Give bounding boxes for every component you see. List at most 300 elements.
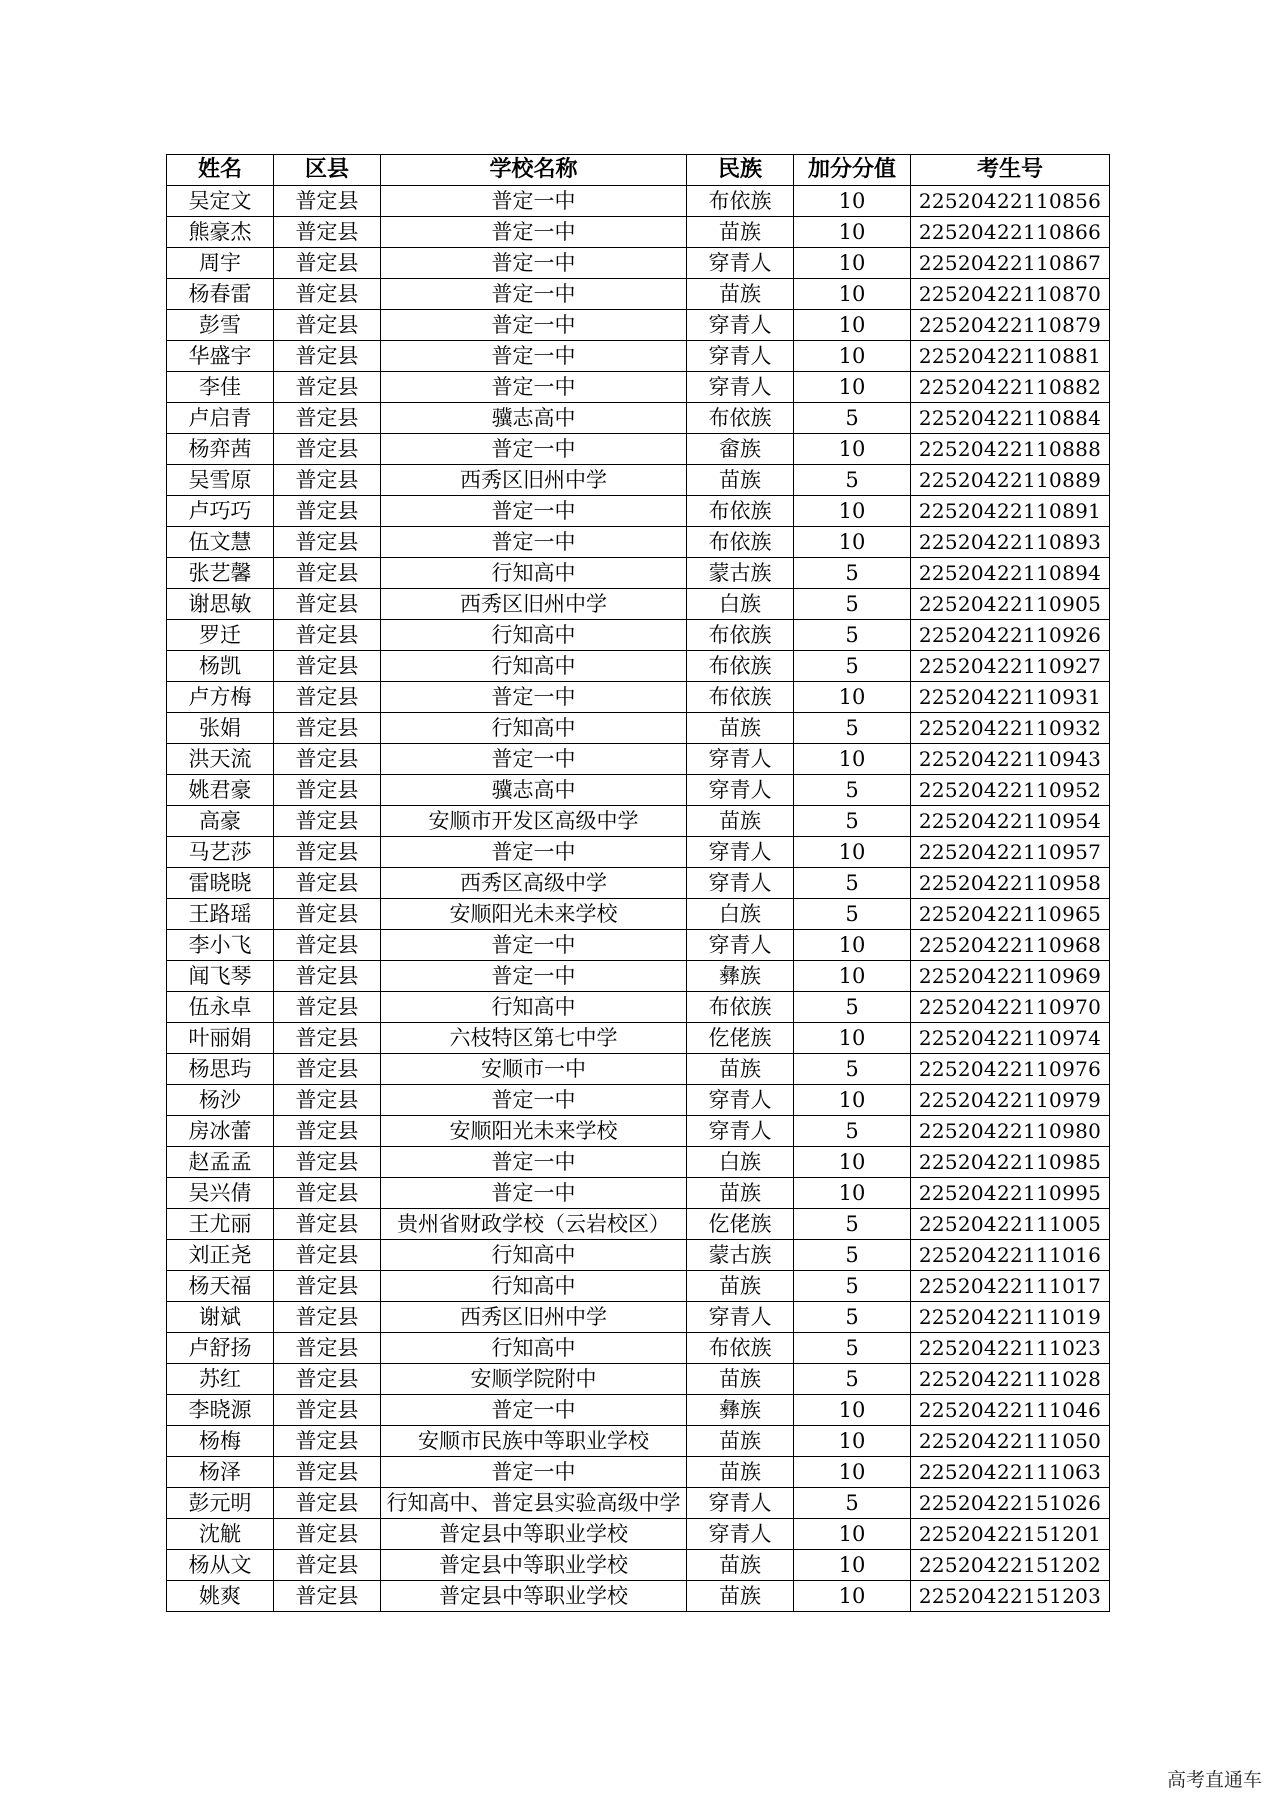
cell-ethnicity: 白族: [687, 589, 794, 620]
cell-bonus: 10: [794, 682, 911, 713]
table-row: [167, 372, 1110, 403]
cell-school: 普定一中: [381, 186, 687, 217]
table-row: [167, 1023, 1110, 1054]
cell-county: 普定县: [274, 434, 381, 465]
cell-ethnicity: 苗族: [687, 1178, 794, 1209]
table-row: [167, 992, 1110, 1023]
cell-ethnicity: 蒙古族: [687, 1240, 794, 1271]
table-row: [167, 744, 1110, 775]
cell-ethnicity: 仡佬族: [687, 1023, 794, 1054]
cell-school: 安顺学院附中: [381, 1364, 687, 1395]
cell-exam-id: 22520422110957: [911, 837, 1110, 868]
cell-name: 房冰蕾: [167, 1116, 274, 1147]
cell-name: 沈觥: [167, 1519, 274, 1550]
cell-school: 普定一中: [381, 496, 687, 527]
cell-name: 杨沙: [167, 1085, 274, 1116]
cell-exam-id: 22520422111023: [911, 1333, 1110, 1364]
cell-school: 普定一中: [381, 248, 687, 279]
cell-school: 普定一中: [381, 372, 687, 403]
cell-school: 普定一中: [381, 744, 687, 775]
cell-exam-id: 22520422110974: [911, 1023, 1110, 1054]
table-row: [167, 620, 1110, 651]
table-row: [167, 434, 1110, 465]
table-row: [167, 403, 1110, 434]
cell-county: 普定县: [274, 217, 381, 248]
cell-ethnicity: 苗族: [687, 1550, 794, 1581]
cell-school: 普定一中: [381, 961, 687, 992]
cell-ethnicity: 布依族: [687, 403, 794, 434]
cell-bonus: 10: [794, 961, 911, 992]
cell-ethnicity: 穿青人: [687, 930, 794, 961]
cell-ethnicity: 苗族: [687, 1271, 794, 1302]
table-row: [167, 1550, 1110, 1581]
cell-ethnicity: 苗族: [687, 806, 794, 837]
cell-county: 普定县: [274, 806, 381, 837]
cell-school: 安顺阳光未来学校: [381, 1116, 687, 1147]
cell-name: 彭元明: [167, 1488, 274, 1519]
cell-bonus: 10: [794, 1085, 911, 1116]
cell-county: 普定县: [274, 1178, 381, 1209]
cell-school: 普定一中: [381, 1395, 687, 1426]
cell-county: 普定县: [274, 1581, 381, 1612]
cell-exam-id: 22520422110870: [911, 279, 1110, 310]
cell-exam-id: 22520422110884: [911, 403, 1110, 434]
cell-name: 卢方梅: [167, 682, 274, 713]
cell-name: 罗迁: [167, 620, 274, 651]
cell-bonus: 10: [794, 496, 911, 527]
cell-bonus: 10: [794, 279, 911, 310]
cell-school: 普定一中: [381, 527, 687, 558]
table-row: [167, 527, 1110, 558]
cell-county: 普定县: [274, 744, 381, 775]
table-row: [167, 186, 1110, 217]
cell-bonus: 5: [794, 589, 911, 620]
cell-school: 普定一中: [381, 434, 687, 465]
table-row: [167, 465, 1110, 496]
cell-bonus: 5: [794, 1488, 911, 1519]
cell-bonus: 10: [794, 1550, 911, 1581]
cell-school: 骥志高中: [381, 403, 687, 434]
table-row: [167, 1364, 1110, 1395]
cell-name: 伍永卓: [167, 992, 274, 1023]
table-row: [167, 682, 1110, 713]
cell-county: 普定县: [274, 1426, 381, 1457]
cell-ethnicity: 穿青人: [687, 1519, 794, 1550]
cell-name: 高豪: [167, 806, 274, 837]
table-row: [167, 1271, 1110, 1302]
cell-exam-id: 22520422110888: [911, 434, 1110, 465]
header-exam-id: 考生号: [911, 155, 1110, 186]
cell-exam-id: 22520422110965: [911, 899, 1110, 930]
cell-name: 杨思玙: [167, 1054, 274, 1085]
cell-exam-id: 22520422110969: [911, 961, 1110, 992]
cell-bonus: 10: [794, 248, 911, 279]
cell-bonus: 5: [794, 992, 911, 1023]
cell-county: 普定县: [274, 868, 381, 899]
cell-ethnicity: 穿青人: [687, 310, 794, 341]
cell-ethnicity: 穿青人: [687, 341, 794, 372]
cell-ethnicity: 布依族: [687, 186, 794, 217]
cell-exam-id: 22520422110879: [911, 310, 1110, 341]
cell-bonus: 10: [794, 341, 911, 372]
cell-name: 杨春雷: [167, 279, 274, 310]
cell-school: 行知高中: [381, 620, 687, 651]
cell-school: 行知高中、普定县实验高级中学: [381, 1488, 687, 1519]
cell-name: 杨天福: [167, 1271, 274, 1302]
cell-bonus: 10: [794, 310, 911, 341]
header-row: [167, 155, 1110, 186]
cell-bonus: 5: [794, 1333, 911, 1364]
table-row: [167, 1302, 1110, 1333]
cell-exam-id: 22520422110891: [911, 496, 1110, 527]
cell-name: 吴兴倩: [167, 1178, 274, 1209]
cell-school: 西秀区旧州中学: [381, 1302, 687, 1333]
cell-school: 行知高中: [381, 558, 687, 589]
cell-bonus: 10: [794, 434, 911, 465]
cell-county: 普定县: [274, 1023, 381, 1054]
cell-ethnicity: 布依族: [687, 527, 794, 558]
cell-ethnicity: 苗族: [687, 1054, 794, 1085]
cell-exam-id: 22520422110905: [911, 589, 1110, 620]
header-county: 区县: [274, 155, 381, 186]
header-school: 学校名称: [381, 155, 687, 186]
cell-exam-id: 22520422110979: [911, 1085, 1110, 1116]
table-row: [167, 713, 1110, 744]
cell-ethnicity: 布依族: [687, 682, 794, 713]
cell-bonus: 5: [794, 1209, 911, 1240]
cell-bonus: 10: [794, 1581, 911, 1612]
cell-school: 行知高中: [381, 1333, 687, 1364]
cell-exam-id: 22520422110976: [911, 1054, 1110, 1085]
cell-school: 行知高中: [381, 1271, 687, 1302]
cell-bonus: 10: [794, 1519, 911, 1550]
cell-bonus: 5: [794, 1054, 911, 1085]
table-row: [167, 1209, 1110, 1240]
cell-county: 普定县: [274, 1519, 381, 1550]
cell-county: 普定县: [274, 310, 381, 341]
cell-county: 普定县: [274, 465, 381, 496]
cell-name: 雷晓晓: [167, 868, 274, 899]
cell-county: 普定县: [274, 682, 381, 713]
cell-school: 普定县中等职业学校: [381, 1519, 687, 1550]
cell-bonus: 5: [794, 651, 911, 682]
cell-exam-id: 22520422111019: [911, 1302, 1110, 1333]
cell-name: 李佳: [167, 372, 274, 403]
cell-exam-id: 22520422110954: [911, 806, 1110, 837]
cell-name: 赵孟孟: [167, 1147, 274, 1178]
cell-name: 周宇: [167, 248, 274, 279]
cell-county: 普定县: [274, 1240, 381, 1271]
cell-county: 普定县: [274, 1085, 381, 1116]
cell-name: 华盛宇: [167, 341, 274, 372]
table-row: [167, 899, 1110, 930]
cell-ethnicity: 布依族: [687, 651, 794, 682]
cell-county: 普定县: [274, 992, 381, 1023]
cell-exam-id: 22520422110995: [911, 1178, 1110, 1209]
cell-name: 王尤丽: [167, 1209, 274, 1240]
table-row: [167, 1488, 1110, 1519]
cell-bonus: 10: [794, 837, 911, 868]
cell-exam-id: 22520422111046: [911, 1395, 1110, 1426]
cell-county: 普定县: [274, 1457, 381, 1488]
table-row: [167, 217, 1110, 248]
cell-exam-id: 22520422111005: [911, 1209, 1110, 1240]
cell-exam-id: 22520422110867: [911, 248, 1110, 279]
cell-ethnicity: 苗族: [687, 465, 794, 496]
cell-bonus: 10: [794, 1426, 911, 1457]
cell-county: 普定县: [274, 372, 381, 403]
cell-name: 闻飞琴: [167, 961, 274, 992]
cell-county: 普定县: [274, 837, 381, 868]
cell-name: 姚爽: [167, 1581, 274, 1612]
cell-bonus: 5: [794, 775, 911, 806]
cell-school: 西秀区旧州中学: [381, 465, 687, 496]
cell-ethnicity: 穿青人: [687, 248, 794, 279]
cell-exam-id: 22520422151202: [911, 1550, 1110, 1581]
cell-exam-id: 22520422110932: [911, 713, 1110, 744]
cell-name: 杨从文: [167, 1550, 274, 1581]
cell-school: 普定一中: [381, 930, 687, 961]
cell-exam-id: 22520422111050: [911, 1426, 1110, 1457]
cell-ethnicity: 布依族: [687, 1333, 794, 1364]
cell-ethnicity: 穿青人: [687, 1116, 794, 1147]
cell-bonus: 5: [794, 1240, 911, 1271]
cell-school: 普定一中: [381, 1085, 687, 1116]
cell-ethnicity: 畲族: [687, 434, 794, 465]
table-row: [167, 961, 1110, 992]
cell-ethnicity: 穿青人: [687, 744, 794, 775]
cell-name: 卢巧巧: [167, 496, 274, 527]
cell-county: 普定县: [274, 930, 381, 961]
cell-name: 马艺莎: [167, 837, 274, 868]
cell-ethnicity: 穿青人: [687, 1488, 794, 1519]
cell-bonus: 10: [794, 1178, 911, 1209]
table-row: [167, 1519, 1110, 1550]
cell-name: 杨梅: [167, 1426, 274, 1457]
cell-ethnicity: 布依族: [687, 992, 794, 1023]
cell-ethnicity: 穿青人: [687, 1302, 794, 1333]
cell-name: 谢斌: [167, 1302, 274, 1333]
table-row: [167, 930, 1110, 961]
cell-name: 卢舒扬: [167, 1333, 274, 1364]
cell-name: 杨泽: [167, 1457, 274, 1488]
table-row: [167, 558, 1110, 589]
cell-ethnicity: 苗族: [687, 217, 794, 248]
cell-ethnicity: 穿青人: [687, 1085, 794, 1116]
table-row: [167, 341, 1110, 372]
table-row: [167, 1395, 1110, 1426]
cell-name: 王路瑶: [167, 899, 274, 930]
cell-county: 普定县: [274, 651, 381, 682]
cell-name: 苏红: [167, 1364, 274, 1395]
cell-exam-id: 22520422110931: [911, 682, 1110, 713]
cell-exam-id: 22520422110926: [911, 620, 1110, 651]
cell-county: 普定县: [274, 403, 381, 434]
cell-bonus: 10: [794, 744, 911, 775]
cell-school: 普定一中: [381, 1178, 687, 1209]
cell-bonus: 5: [794, 868, 911, 899]
cell-bonus: 10: [794, 372, 911, 403]
cell-county: 普定县: [274, 1271, 381, 1302]
cell-exam-id: 22520422111017: [911, 1271, 1110, 1302]
table-row: [167, 1054, 1110, 1085]
cell-county: 普定县: [274, 589, 381, 620]
cell-bonus: 10: [794, 1457, 911, 1488]
cell-county: 普定县: [274, 527, 381, 558]
cell-ethnicity: 彝族: [687, 961, 794, 992]
cell-county: 普定县: [274, 899, 381, 930]
cell-bonus: 5: [794, 713, 911, 744]
cell-name: 杨弈茜: [167, 434, 274, 465]
cell-exam-id: 22520422110881: [911, 341, 1110, 372]
cell-county: 普定县: [274, 279, 381, 310]
cell-name: 张艺馨: [167, 558, 274, 589]
cell-name: 伍文慧: [167, 527, 274, 558]
cell-school: 行知高中: [381, 1240, 687, 1271]
table-row: [167, 806, 1110, 837]
cell-bonus: 5: [794, 558, 911, 589]
cell-school: 行知高中: [381, 992, 687, 1023]
cell-bonus: 10: [794, 186, 911, 217]
cell-exam-id: 22520422110893: [911, 527, 1110, 558]
cell-county: 普定县: [274, 1488, 381, 1519]
cell-ethnicity: 布依族: [687, 620, 794, 651]
cell-ethnicity: 苗族: [687, 713, 794, 744]
cell-county: 普定县: [274, 620, 381, 651]
cell-school: 普定一中: [381, 1457, 687, 1488]
cell-exam-id: 22520422110952: [911, 775, 1110, 806]
cell-name: 刘正尧: [167, 1240, 274, 1271]
table-body: [167, 186, 1110, 1612]
header-bonus: 加分分值: [794, 155, 911, 186]
cell-school: 西秀区旧州中学: [381, 589, 687, 620]
cell-name: 卢启青: [167, 403, 274, 434]
cell-ethnicity: 穿青人: [687, 372, 794, 403]
cell-exam-id: 22520422110968: [911, 930, 1110, 961]
cell-bonus: 10: [794, 1147, 911, 1178]
cell-ethnicity: 穿青人: [687, 775, 794, 806]
cell-school: 普定一中: [381, 279, 687, 310]
header-ethnicity: 民族: [687, 155, 794, 186]
cell-ethnicity: 彝族: [687, 1395, 794, 1426]
cell-bonus: 5: [794, 620, 911, 651]
footer-watermark: 高考直通车: [1166, 1769, 1262, 1791]
cell-county: 普定县: [274, 713, 381, 744]
table-row: [167, 1426, 1110, 1457]
cell-exam-id: 22520422110889: [911, 465, 1110, 496]
cell-ethnicity: 仡佬族: [687, 1209, 794, 1240]
cell-ethnicity: 穿青人: [687, 868, 794, 899]
cell-name: 杨凯: [167, 651, 274, 682]
cell-school: 行知高中: [381, 713, 687, 744]
table-row: [167, 837, 1110, 868]
cell-ethnicity: 苗族: [687, 1364, 794, 1395]
cell-school: 普定县中等职业学校: [381, 1581, 687, 1612]
table-row: [167, 248, 1110, 279]
cell-school: 安顺阳光未来学校: [381, 899, 687, 930]
table-row: [167, 1178, 1110, 1209]
cell-ethnicity: 苗族: [687, 1581, 794, 1612]
cell-bonus: 5: [794, 1116, 911, 1147]
cell-county: 普定县: [274, 496, 381, 527]
cell-bonus: 5: [794, 1364, 911, 1395]
cell-school: 普定一中: [381, 682, 687, 713]
table-row: [167, 279, 1110, 310]
cell-name: 吴雪原: [167, 465, 274, 496]
cell-exam-id: 22520422110980: [911, 1116, 1110, 1147]
table-row: [167, 1085, 1110, 1116]
cell-name: 张娟: [167, 713, 274, 744]
cell-school: 普定一中: [381, 837, 687, 868]
cell-name: 彭雪: [167, 310, 274, 341]
cell-county: 普定县: [274, 186, 381, 217]
cell-bonus: 5: [794, 403, 911, 434]
cell-bonus: 10: [794, 1395, 911, 1426]
cell-school: 安顺市一中: [381, 1054, 687, 1085]
cell-school: 贵州省财政学校（云岩校区）: [381, 1209, 687, 1240]
cell-exam-id: 22520422110894: [911, 558, 1110, 589]
cell-exam-id: 22520422110943: [911, 744, 1110, 775]
cell-exam-id: 22520422110866: [911, 217, 1110, 248]
cell-county: 普定县: [274, 341, 381, 372]
cell-ethnicity: 布依族: [687, 496, 794, 527]
cell-bonus: 5: [794, 465, 911, 496]
cell-county: 普定县: [274, 775, 381, 806]
cell-bonus: 5: [794, 1271, 911, 1302]
cell-county: 普定县: [274, 1054, 381, 1085]
cell-school: 骥志高中: [381, 775, 687, 806]
cell-ethnicity: 白族: [687, 1147, 794, 1178]
cell-ethnicity: 穿青人: [687, 837, 794, 868]
cell-ethnicity: 苗族: [687, 1457, 794, 1488]
cell-exam-id: 22520422110958: [911, 868, 1110, 899]
cell-exam-id: 22520422111063: [911, 1457, 1110, 1488]
cell-exam-id: 22520422151026: [911, 1488, 1110, 1519]
cell-name: 姚君豪: [167, 775, 274, 806]
table-row: [167, 1333, 1110, 1364]
cell-bonus: 5: [794, 806, 911, 837]
cell-county: 普定县: [274, 1550, 381, 1581]
cell-school: 普定一中: [381, 310, 687, 341]
bonus-points-table: [166, 154, 1110, 1612]
cell-school: 行知高中: [381, 651, 687, 682]
cell-exam-id: 22520422151201: [911, 1519, 1110, 1550]
cell-exam-id: 22520422151203: [911, 1581, 1110, 1612]
cell-school: 普定一中: [381, 341, 687, 372]
cell-name: 吴定文: [167, 186, 274, 217]
cell-school: 普定一中: [381, 217, 687, 248]
cell-exam-id: 22520422110985: [911, 1147, 1110, 1178]
cell-bonus: 5: [794, 1302, 911, 1333]
cell-name: 叶丽娟: [167, 1023, 274, 1054]
cell-county: 普定县: [274, 248, 381, 279]
cell-name: 洪天流: [167, 744, 274, 775]
table-row: [167, 310, 1110, 341]
cell-bonus: 5: [794, 899, 911, 930]
cell-name: 李晓源: [167, 1395, 274, 1426]
cell-school: 西秀区高级中学: [381, 868, 687, 899]
cell-county: 普定县: [274, 1209, 381, 1240]
cell-ethnicity: 苗族: [687, 1426, 794, 1457]
cell-bonus: 10: [794, 527, 911, 558]
cell-exam-id: 22520422110882: [911, 372, 1110, 403]
cell-school: 六枝特区第七中学: [381, 1023, 687, 1054]
cell-name: 熊豪杰: [167, 217, 274, 248]
cell-exam-id: 22520422111016: [911, 1240, 1110, 1271]
header-name: 姓名: [167, 155, 274, 186]
table-row: [167, 651, 1110, 682]
cell-school: 安顺市开发区高级中学: [381, 806, 687, 837]
